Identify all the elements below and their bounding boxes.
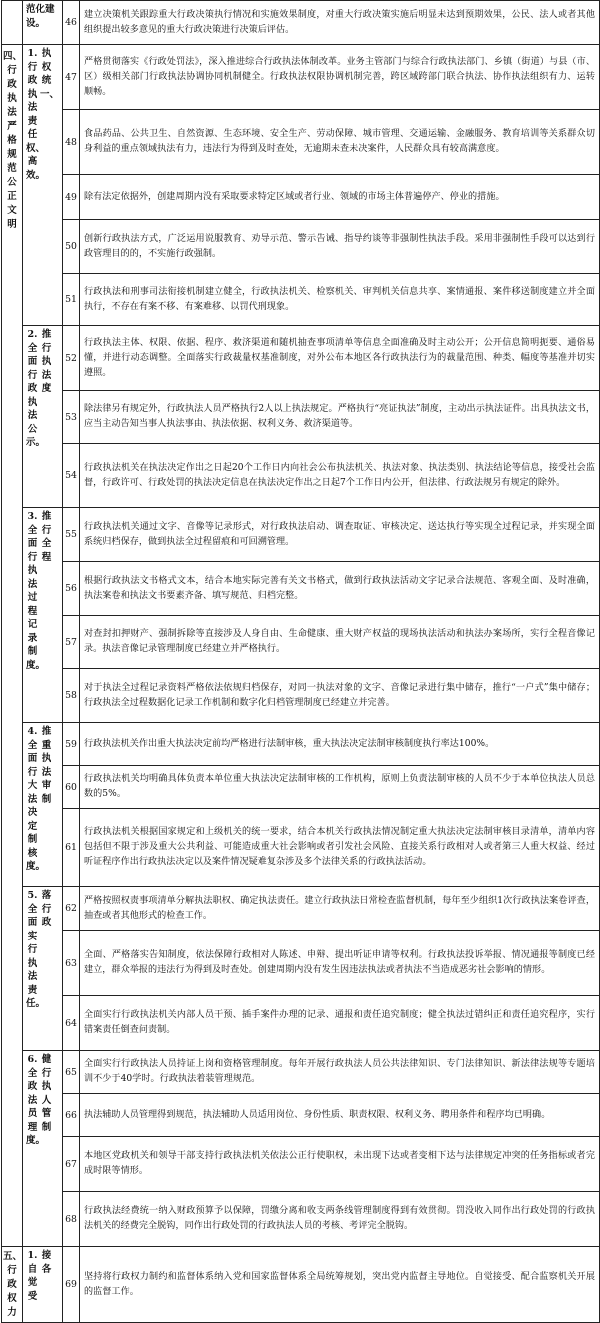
category-cell xyxy=(2,1,23,45)
item-text: 除有法定依据外，创建周期内没有采取要求特定区域或者行业、领域的市场主体普遍停产、停业的措施。 xyxy=(80,175,600,220)
item-text: 食品药品、公共卫生、自然资源、生态环境、安全生产、劳动保障、城市管理、交通运输、金融服务、教育培训等关系群众切身利益的重点领域执法有力，违法行为得到及时查处，无逾期未查未决案件，人民群众具有较高满意度。 xyxy=(80,110,600,175)
table-row xyxy=(2,887,600,931)
item-number: 61 xyxy=(63,809,80,887)
subcategory-cell xyxy=(23,45,63,326)
item-number: 69 xyxy=(63,1247,80,1323)
item-text: 行政执法机关根据国家规定和上级机关的统一要求，结合本机关行政执法情况制定重大执法决定法制审核目录清单，清单内容包括但不限于涉及重大公共利益、可能造成重大社会影响或者引发社会风险、直接关系行政相对人或者第三人重大权益、经过听证程序作出行政执法决定以及案件情况疑难复杂涉及多个法律关系的行政执法活动。 xyxy=(80,809,600,887)
item-number: 65 xyxy=(63,1051,80,1094)
item-number: 52 xyxy=(63,326,80,391)
subcategory-cell xyxy=(23,723,63,887)
subcategory-label-2: 落行政 xyxy=(41,890,52,928)
table-row xyxy=(2,616,600,669)
subcategory-label-2: 接各 xyxy=(41,1250,52,1275)
table-row xyxy=(2,1051,600,1094)
item-text: 全面实行行政执法机关内部人员干预、插手案件办理的记录、通报和责任追究制度；健全执法过错纠正和责任追究程序，实行错案责任倒查问责制。 xyxy=(80,996,600,1051)
item-number: 54 xyxy=(63,444,80,508)
item-text: 根据行政执法文书格式文本，结合本地实际完善有关文书格式，做到行政执法活动文字记录合法规范、客观全面、及时准确，执法案卷和执法文书要素齐备、填写规范、归档完整。 xyxy=(80,562,600,616)
item-number: 62 xyxy=(63,887,80,931)
item-number: 57 xyxy=(63,616,80,669)
item-text: 除法律另有规定外，行政执法人员严格执行2人以上执法规定。严格执行“亮证执法”制度，主动出示执法证件。出具执法文书，应当主动告知当事人执法事由、执法依据、权利义务、救济渠道等。 xyxy=(80,391,600,444)
subcategory-cell xyxy=(23,508,63,723)
category-cell xyxy=(2,45,23,1247)
subcategory-label: 4. 全面行大法决定制核度。 xyxy=(26,726,46,872)
table-row xyxy=(2,444,600,508)
table-row xyxy=(2,391,600,444)
item-text: 对查封扣押财产、强制拆除等直接涉及人身自由、生命健康、重大财产权益的现场执法活动和执法办案场所，实行全程音像记录。执法音像记录管理制度已经建立并严格执行。 xyxy=(80,616,600,669)
item-text: 执法辅助人员管理得到规范，执法辅助人员适用岗位、身份性质、职责权限、权利义务、聘用条件和程序均已明确。 xyxy=(80,1094,600,1137)
subcategory-label: 5. 全面实行执法责任。 xyxy=(26,890,46,1009)
item-number: 60 xyxy=(63,766,80,809)
subcategory-label: 1. 自觉受 xyxy=(27,1250,38,1302)
item-text: 严格按照权责事项清单分解执法职权、确定执法责任。建立行政执法日常检查监督机制，每年至少组织1次行政执法案卷评查，抽查或者其他形式的检查工作。 xyxy=(80,887,600,931)
subcategory-label: 6. 全政法员理度。 xyxy=(26,1054,46,1146)
item-text: 全面实行行政执法人员持证上岗和资格管理制度。每年开展行政执法人员公共法律知识、专门法律知识、新法律法规等专题培训不少于40学时。行政执法着装管理规范。 xyxy=(80,1051,600,1094)
table-row xyxy=(2,1137,600,1192)
table-row xyxy=(2,220,600,274)
subcategory-label-2: 执权统一、 xyxy=(40,48,60,100)
table-row xyxy=(2,931,600,996)
table-row xyxy=(2,766,600,809)
item-number: 64 xyxy=(63,996,80,1051)
table-row xyxy=(2,1,600,45)
table-row xyxy=(2,562,600,616)
item-text: 创新行政执法方式，广泛运用说服教育、劝导示范、警示告诫、指导约谈等非强制性执法手段。采用非强制性手段可以达到行政管理目的的，不实施行政强制。 xyxy=(80,220,600,274)
item-text: 建立决策机关跟踪重大行政决策执行情况和实施效果制度，对重大行政决策实施后明显未达到预期效果，公民、法人或者其他组织提出较多意见的重大行政决策进行决策后评估。 xyxy=(80,1,600,45)
table-row xyxy=(2,1192,600,1247)
subcategory-label: 3. 全面行执法过程记录制度。 xyxy=(26,511,46,671)
subcategory-cell xyxy=(23,1247,63,1323)
category-label: 五、行政权力 xyxy=(3,1251,23,1318)
item-number: 48 xyxy=(63,110,80,175)
item-text: 行政执法主体、权限、依据、程序、救济渠道和随机抽查事项清单等信息全面准确及时主动公开；公开信息简明扼要、通俗易懂，并进行动态调整。全面落实行政裁量权基准制度，对外公布本地区各行政执法行为的裁量范围、种类、幅度等基准并切实遵照。 xyxy=(80,326,600,391)
subcategory-label-2: 推行全程 xyxy=(41,511,52,563)
item-number: 56 xyxy=(63,562,80,616)
item-text: 对于执法全过程记录资料严格依法依规归档保存，对同一执法对象的文字、音像记录进行集中储存，推行“一户式”集中储存；行政执法全过程数据化记录工作机制和数字化归档管理制度已经建立并完善。 xyxy=(80,669,600,723)
item-text: 严格贯彻落实《行政处罚法》，深入推进综合行政执法体制改革。业务主管部门与综合行政执法部门、乡镇（街道）与县（市、区）级相关部门行政执法协调协同机制健全。行政执法权限协调机制完善，跨区域跨部门联合执法、协作执法组织有力、运转顺畅。 xyxy=(80,45,600,110)
item-text: 行政执法和刑事司法衔接机制建立健全，行政执法机关、检察机关、审判机关信息共享、案情通报、案件移送制度建立并全面执行，不存在有案不移、有案难移、以罚代刑现象。 xyxy=(80,274,600,326)
item-number: 58 xyxy=(63,669,80,723)
subcategory-label-2: 健行执人管制 xyxy=(41,1054,52,1133)
subcategory-label: 2. 全面行政执法公示。 xyxy=(26,329,46,448)
item-text: 坚持将行政权力制约和监督体系纳入党和国家监督体系全局统筹规划，突出党内监督主导地位。自觉接受、配合监察机关开展的监督工作。 xyxy=(80,1247,600,1323)
item-number: 59 xyxy=(63,723,80,766)
item-number: 68 xyxy=(63,1192,80,1247)
table-row xyxy=(2,508,600,562)
subcategory-label-2: 推重执法审制 xyxy=(41,726,52,805)
item-text: 行政执法机关作出重大执法决定前均严格进行法制审核，重大执法决定法制审核制度执行率达100%。 xyxy=(80,723,600,766)
table-row xyxy=(2,669,600,723)
table-row xyxy=(2,809,600,887)
subcategory-label-2: 推行执法度 xyxy=(41,329,52,394)
table-row xyxy=(2,996,600,1051)
item-number: 67 xyxy=(63,1137,80,1192)
subcategory-cell xyxy=(23,326,63,508)
item-number: 63 xyxy=(63,931,80,996)
table-row xyxy=(2,326,600,391)
table-row xyxy=(2,45,600,110)
table-row xyxy=(2,1247,600,1323)
item-text: 全面、严格落实告知制度，依法保障行政相对人陈述、申辩、提出听证申请等权利。行政执法投诉举报、情况通报等制度已经建立，群众举报的违法行为得到及时查处。创建周期内没有发生因违法执法或者执法不当造成恶劣社会影响的情形。 xyxy=(80,931,600,996)
subcategory-cell xyxy=(23,1051,63,1247)
table-row xyxy=(2,274,600,326)
item-number: 50 xyxy=(63,220,80,274)
category-cell xyxy=(2,1247,23,1323)
item-text: 行政执法机关通过文字、音像等记录形式，对行政执法启动、调查取证、审核决定、送达执行等实现全过程记录，并实现全面系统归档保存，做到执法全过程留痕和可回溯管理。 xyxy=(80,508,600,562)
category-label: 四、行政执法严格规范公正文明 xyxy=(3,51,23,230)
item-number: 53 xyxy=(63,391,80,444)
item-number: 46 xyxy=(63,1,80,45)
subcategory-cell xyxy=(23,887,63,1051)
subcategory-cell: 范化建设。 xyxy=(23,1,63,45)
subcategory-label: 1. 行政执法责任权、高效。 xyxy=(26,48,46,181)
table-row xyxy=(2,1094,600,1137)
item-text: 行政执法机关在执法决定作出之日起20个工作日内向社会公布执法机关、执法对象、执法类别、执法结论等信息，接受社会监督，行政许可、行政处罚的执法决定信息在执法决定作出之日起7个工作日内公开，但法律、行政法规另有规定的除外。 xyxy=(80,444,600,508)
item-number: 47 xyxy=(63,45,80,110)
table-row xyxy=(2,175,600,220)
item-number: 49 xyxy=(63,175,80,220)
item-number: 51 xyxy=(63,274,80,326)
evaluation-table xyxy=(1,0,600,1323)
item-text: 本地区党政机关和领导干部支持行政执法机关依法公正行使职权，未出现下达或者变相下达与法律规定冲突的任务指标或者完成时限等情形。 xyxy=(80,1137,600,1192)
item-number: 55 xyxy=(63,508,80,562)
item-number: 66 xyxy=(63,1094,80,1137)
item-text: 行政执法机关均明确具体负责本单位重大执法决定法制审核的工作机构，原则上负责法制审核的人员不少于本单位执法人员总数的5%。 xyxy=(80,766,600,809)
table-row xyxy=(2,110,600,175)
table-row xyxy=(2,723,600,766)
item-text: 行政执法经费统一纳入财政预算予以保障，罚缴分离和收支两条线管理制度得到有效贯彻。罚没收入同作出行政处罚的行政执法机关的经费完全脱钩，同作出行政处罚的行政执法人员的考核、考评完全脱钩。 xyxy=(80,1192,600,1247)
